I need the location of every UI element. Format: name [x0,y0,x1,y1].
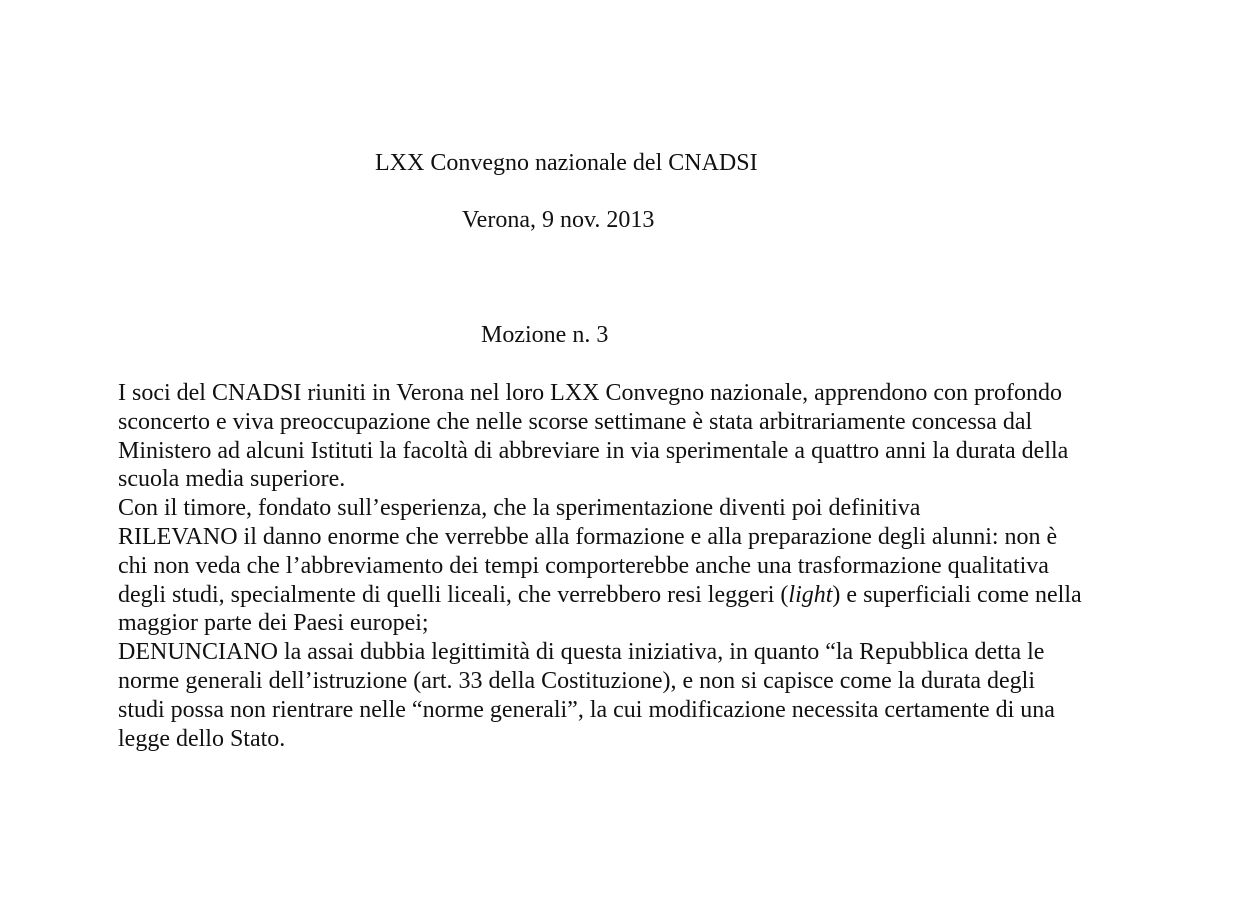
paragraph-denunciano [118,638,1158,753]
text-line: norme generali dell’istruzione (art. 33 della Costituzione), e non si capisce come la durata degli [118,667,1036,694]
text-line: RILEVANO il danno enorme che verrebbe alla formazione e alla preparazione degli alunni: non è [118,523,1058,550]
motion-title: Mozione n. 3 [481,322,609,348]
text-line: legge dello Stato. [118,725,286,752]
document-title: LXX Convegno nazionale del CNADSI [375,150,758,176]
text-line: Ministero ad alcuni Istituti la facoltà di abbreviare in via sperimentale a quattro anni la durata della [118,437,1069,464]
italic-term: light [788,581,833,608]
text-segment: ) e superficiali come nella [832,581,1082,608]
text-line: maggior parte dei Paesi europei; [118,610,429,637]
text-line: scuola media superiore. [118,466,346,493]
paragraph-concern [118,494,1158,523]
text-segment: degli studi, specialmente di quelli liceali, che verrebbero resi leggeri ( [118,581,789,608]
text-line: DENUNCIANO la assai dubbia legittimità di questa iniziativa, in quanto “la Repubblica detta le [118,639,1045,666]
text-line: chi non veda che l’abbreviamento dei tempi comporterebbe anche una trasformazione qualitativa [118,552,1049,579]
text-line: studi possa non rientrare nelle “norme generali”, la cui modificazione necessita certamente di una [118,696,1055,723]
text-line: sconcerto e viva preoccupazione che nelle scorse settimane è stata arbitrariamente concessa dal [118,408,1033,435]
text-line: I soci del CNADSI riuniti in Verona nel loro LXX Convegno nazionale, apprendono con profondo [118,380,1063,406]
paragraph-intro [118,379,1158,494]
paragraph-rilevano [118,523,1158,638]
place-and-date: Verona, 9 nov. 2013 [462,207,655,233]
motion-body [118,379,1158,753]
text-line-with-italic [118,581,1158,610]
text-line: Con il timore, fondato sull’esperienza, che la sperimentazione diventi poi definitiva [118,495,921,522]
